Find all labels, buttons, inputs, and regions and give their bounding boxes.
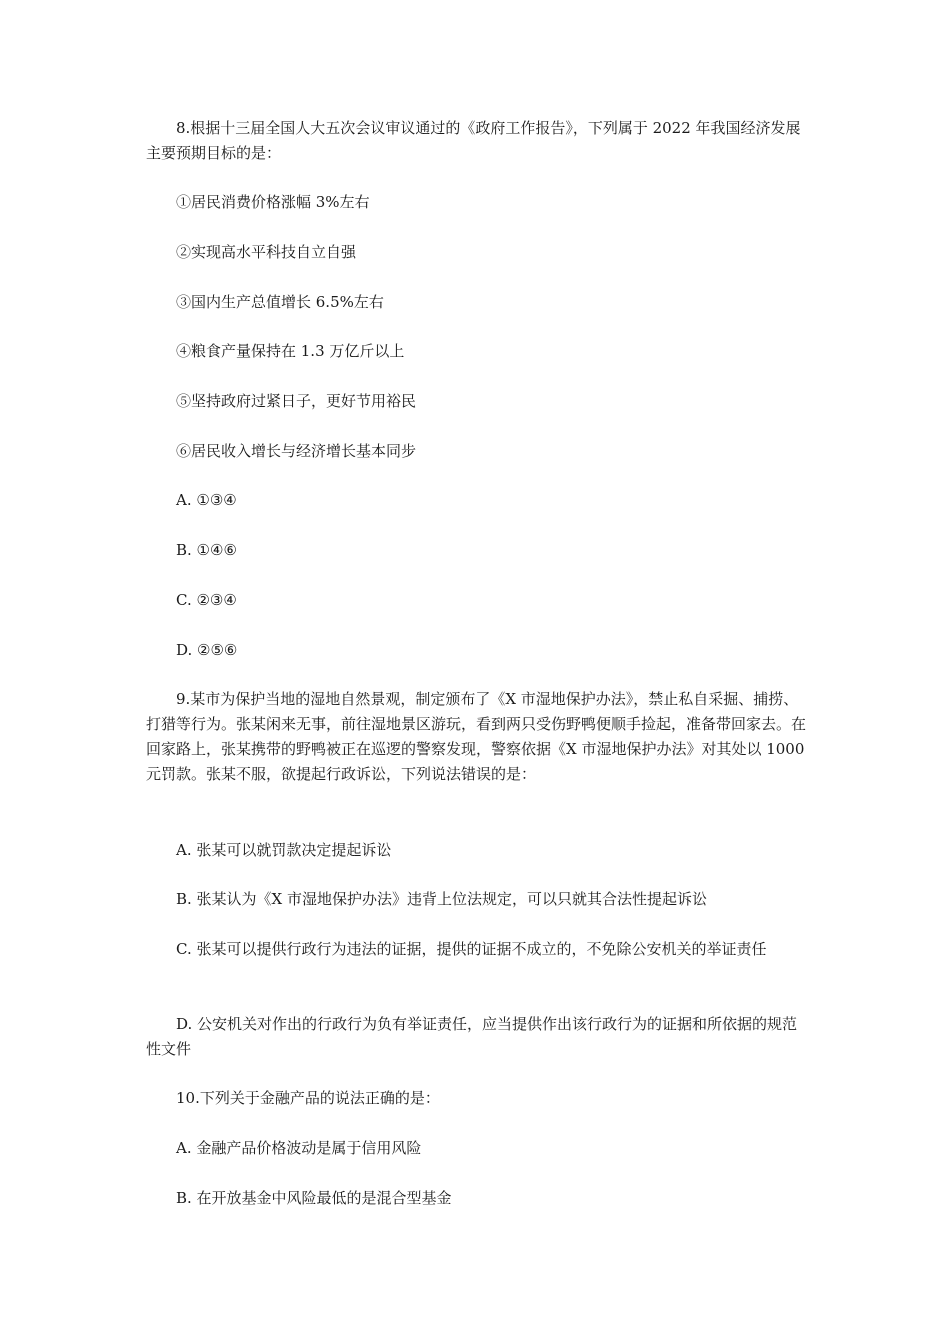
question-8-item-3: ③国内生产总值增长 6.5%左右 [176,293,384,311]
question-8-option-c: C. ②③④ [176,591,237,609]
question-10-option-a: A. 金融产品价格波动是属于信用风险 [176,1139,422,1157]
question-9-stem: 9.某市为保护当地的湿地自然景观，制定颁布了《X 市湿地保护办法》，禁止私自采掘、捕捞、打猎等行为。张某闲来无事，前往湿地景区游玩，看到两只受伤野鸭便顺手捡起，准备带回家去。在回家路上，张某携带的野鸭被正在巡逻的警察发现，警察依据《X 市湿地保护办法》对其处以 1000 元罚款。张某不服，欲提起行政诉讼，下列说法错误的是： [146,690,807,783]
question-8-option-a: A. ①③④ [176,491,237,509]
question-8-item-4: ④粮食产量保持在 1.3 万亿斤以上 [176,342,405,360]
question-8-item-1: ①居民消费价格涨幅 3%左右 [176,193,370,211]
question-8-item-2: ②实现高水平科技自立自强 [176,243,357,261]
question-9-option-b: B. 张某认为《X 市湿地保护办法》违背上位法规定，可以只就其合法性提起诉讼 [176,890,708,908]
question-9-option-c: C. 张某可以提供行政行为违法的证据，提供的证据不成立的，不免除公安机关的举证责任 [176,940,767,958]
question-8-item-6: ⑥居民收入增长与经济增长基本同步 [176,442,417,460]
question-9-option-a: A. 张某可以就罚款决定提起诉讼 [176,841,392,859]
question-10-stem: 10.下列关于金融产品的说法正确的是： [176,1089,440,1107]
question-8-option-d: D. ②⑤⑥ [176,641,238,659]
question-8-stem: 8.根据十三届全国人大五次会议审议通过的《政府工作报告》，下列属于 2022 年我国经济发展主要预期目标的是： [146,119,801,162]
question-10-option-b: B. 在开放基金中风险最低的是混合型基金 [176,1189,452,1207]
question-8-option-b: B. ①④⑥ [176,541,237,559]
question-9-option-d: D. 公安机关对作出的行政行为负有举证责任，应当提供作出该行政行为的证据和所依据的规范性文件 [146,1015,798,1058]
question-8-item-5: ⑤坚持政府过紧日子，更好节用裕民 [176,392,417,410]
